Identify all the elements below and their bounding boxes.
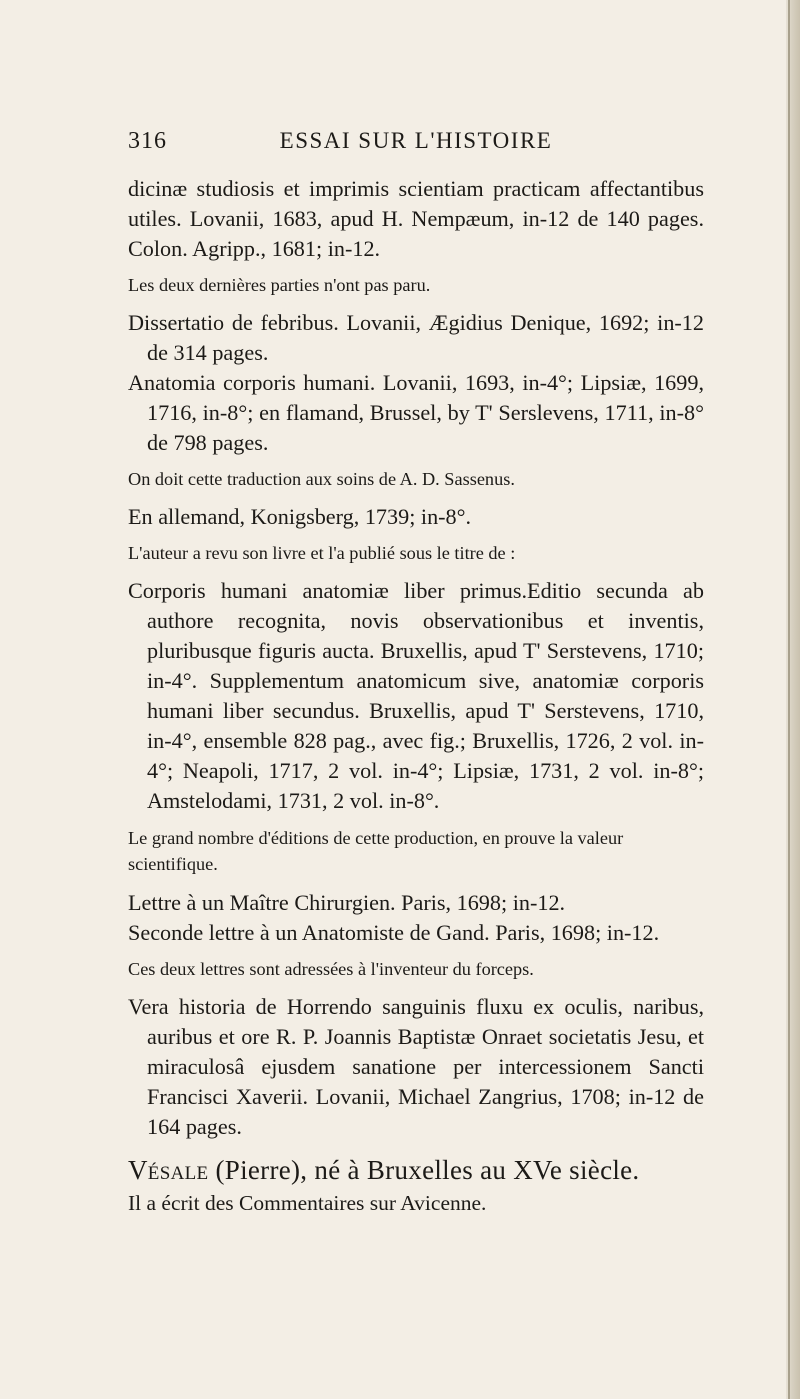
bibliography-entry: Corporis humani anatomiæ liber primus.Editio secunda ab authore recognita, novis observationibus et inventis, pluribusque figuris aucta. Bruxellis, apud T' Serstevens, 1710; in-4°. Supplementum anatomicum sive, anatomiæ corporis humani liber secundus. Bruxellis, apud T' Serstevens, 1710, in-4°, ensemble 828 pag., avec fig.; Bruxellis, 1726, 2 vol. in-4°; Neapoli, 1717, 2 vol. in-4°; Lipsiæ, 1731, 2 vol. in-8°; Amstelodami, 1731, 2 vol. in-8°. [128,578,704,813]
author-details: (Pierre), né à Bruxelles au XVe siècle. [208,1155,640,1185]
paragraph-continuation: dicinæ studiosis et imprimis scientiam practicam affectantibus utiles. Lovanii, 1683, apud H. Nempæum, in-12 de 140 pages. Colon. Agripp., 1681; in-12. [128,176,704,261]
author-name: Vésale [128,1155,209,1185]
bibliography-entry: Vera historia de Horrendo sanguinis fluxu ex oculis, naribus, auribus et ore R. P. Joannis Baptistæ Onraet societatis Jesu, et miraculosâ ejusdem sanatione per intercessionem Sancti Francisci Xaverii. Lovanii, Michael Zangrius, 1708; in-12 de 164 pages. [128,994,704,1139]
editor-note: On doit cette traduction aux soins de A. D. Sassenus. [128,469,515,489]
bibliography-entry: Lettre à un Maître Chirurgien. Paris, 1698; in-12. [128,890,566,915]
bibliography-entry: Seconde lettre à un Anatomiste de Gand. Paris, 1698; in-12. [128,920,660,945]
author-entry [128,1152,704,1188]
bibliography-entry: En allemand, Konigsberg, 1739; in-8°. [128,504,472,529]
page-header [128,128,704,168]
running-title: ESSAI SUR L'HISTOIRE [279,128,553,153]
author-note: Il a écrit des Commentaires sur Avicenne. [128,1191,487,1215]
bibliography-entry: Dissertatio de febribus. Lovanii, Ægidius Denique, 1692; in-12 de 314 pages. [128,310,704,365]
editor-note: Le grand nombre d'éditions de cette production, en prouve la valeur scientifique. [128,828,624,874]
page-number: 316 [128,128,167,154]
editor-note: Ces deux lettres sont adressées à l'inventeur du forceps. [128,959,534,979]
page-body [128,174,704,1218]
bibliography-entry: Anatomia corporis humani. Lovanii, 1693, in-4°; Lipsiæ, 1699, 1716, in-8°; en flamand, Brussel, by T' Serslevens, 1711, in-8° de 798 pages. [128,370,704,455]
page-edge-line [788,0,790,1399]
editor-note: L'auteur a revu son livre et l'a publié sous le titre de : [128,543,516,563]
editor-note: Les deux dernières parties n'ont pas paru. [128,275,431,295]
